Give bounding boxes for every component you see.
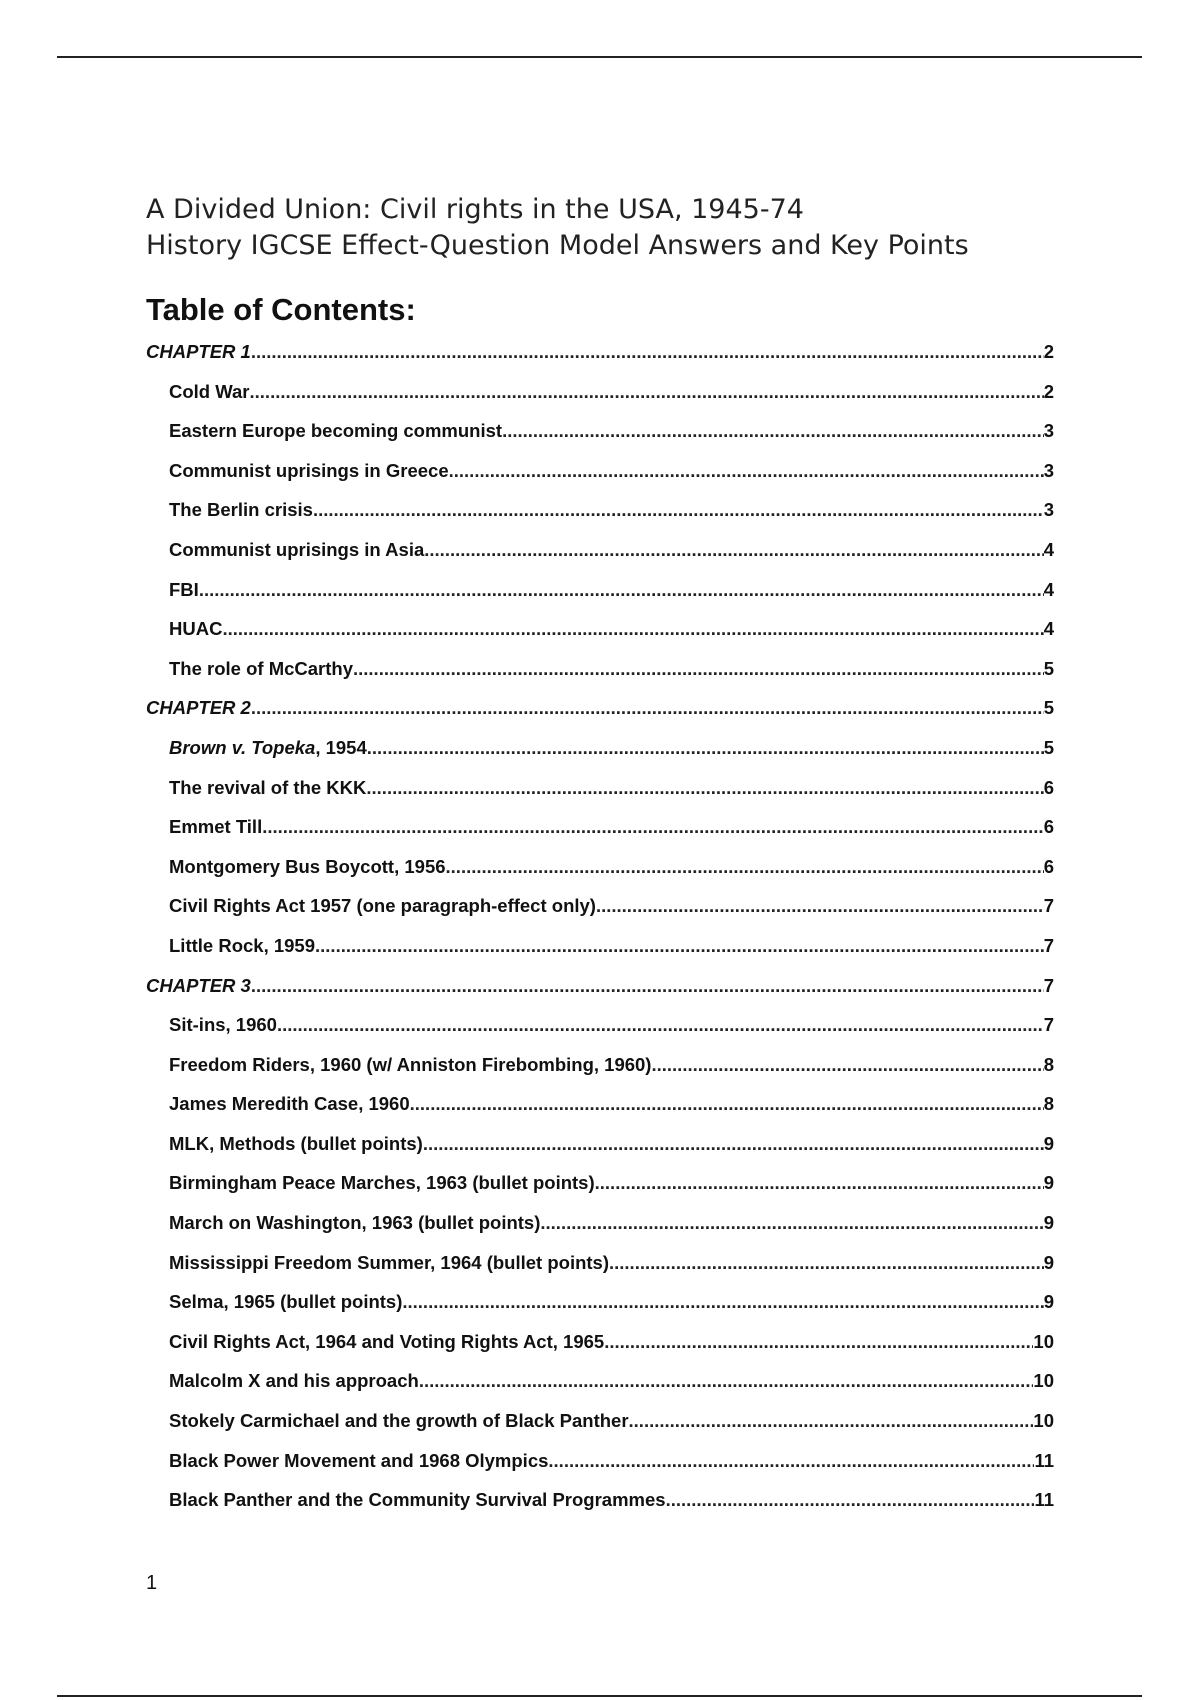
header-rule [57, 56, 1142, 58]
toc-entry-label: CHAPTER 3 [146, 974, 251, 996]
toc-entry-page: 2 [1043, 380, 1054, 402]
toc-heading: Table of Contents: [146, 292, 416, 327]
toc-entry-label: Malcolm X and his approach [169, 1370, 419, 1392]
toc-dot-leader [423, 1133, 1044, 1155]
toc-entry-page: 4 [1043, 578, 1054, 600]
toc-entry-label: Little Rock, 1959 [169, 934, 316, 956]
toc-entry[interactable] [146, 1054, 1054, 1094]
toc-chapter-entry[interactable] [146, 697, 1054, 737]
toc-entry-page: 10 [1033, 1370, 1054, 1392]
toc-dot-leader [366, 777, 1043, 799]
toc-entry-label: Emmet Till [169, 816, 263, 838]
toc-dot-leader [502, 420, 1044, 442]
toc-entry-page: 6 [1043, 776, 1054, 798]
toc-entry[interactable] [146, 1212, 1054, 1252]
toc-entry-label-italic: Brown v. Topeka [169, 736, 316, 758]
toc-entry-label: Stokely Carmichael and the growth of Black Panther [169, 1410, 629, 1432]
toc-dot-leader [251, 341, 1044, 363]
toc-entry[interactable] [146, 420, 1054, 460]
toc-entry[interactable] [146, 658, 1054, 698]
toc-dot-leader [596, 895, 1044, 917]
toc-entry-page: 10 [1033, 1410, 1054, 1432]
toc-entry-page: 3 [1043, 420, 1054, 442]
toc-entry[interactable] [146, 816, 1054, 856]
toc-dot-leader [262, 816, 1043, 838]
toc-dot-leader [353, 658, 1044, 680]
toc-entry-label: The Berlin crisis [169, 499, 313, 521]
toc-entry-page: 8 [1043, 1093, 1054, 1115]
toc-entry[interactable] [146, 1133, 1054, 1173]
toc-dot-leader [367, 737, 1044, 759]
toc-entry-label: FBI [169, 578, 199, 600]
toc-entry[interactable] [146, 1370, 1054, 1410]
toc-entry-page: 11 [1034, 1449, 1054, 1471]
toc-dot-leader [651, 1054, 1043, 1076]
toc-entry[interactable] [146, 499, 1054, 539]
toc-entry-page: 6 [1043, 855, 1054, 877]
toc-dot-leader [424, 539, 1043, 561]
toc-entry-label: Civil Rights Act, 1964 and Voting Rights Act, 1965 [169, 1330, 605, 1352]
toc-entry-label-rest: , 1954 [315, 736, 367, 758]
toc-dot-leader [250, 381, 1044, 403]
toc-entry-label: Communist uprisings in Greece [169, 459, 449, 481]
toc-entry-page: 6 [1043, 816, 1054, 838]
toc-entry-label: James Meredith Case, 1960 [169, 1093, 410, 1115]
table-of-contents [146, 341, 1054, 1529]
toc-entry-page: 10 [1033, 1330, 1054, 1352]
toc-dot-leader [410, 1093, 1044, 1115]
toc-chapter-entry[interactable] [146, 341, 1054, 381]
toc-entry-page: 7 [1043, 974, 1054, 996]
toc-entry-page: 2 [1043, 341, 1054, 362]
toc-entry-page: 3 [1043, 499, 1054, 521]
toc-dot-leader [595, 1172, 1044, 1194]
toc-entry[interactable] [146, 579, 1054, 619]
toc-entry-page: 4 [1043, 538, 1054, 560]
toc-dot-leader [277, 1014, 1044, 1036]
toc-entry-label: March on Washington, 1963 (bullet points) [169, 1212, 541, 1234]
page-number: 1 [146, 1572, 158, 1594]
toc-entry-label: Civil Rights Act 1957 (one paragraph-effect only) [169, 895, 596, 917]
toc-dot-leader [666, 1489, 1035, 1511]
toc-dot-leader [548, 1450, 1034, 1472]
document-title-block [146, 192, 969, 264]
toc-entry-label [169, 737, 367, 759]
toc-entry-page: 9 [1043, 1291, 1054, 1313]
toc-dot-leader [609, 1252, 1044, 1274]
toc-entry-page: 9 [1043, 1212, 1054, 1234]
toc-entry-page: 5 [1043, 697, 1054, 719]
toc-entry-page: 5 [1043, 657, 1054, 679]
toc-entry-label: Sit-ins, 1960 [169, 1014, 277, 1036]
toc-dot-leader [251, 975, 1044, 997]
toc-entry[interactable] [146, 1331, 1054, 1371]
toc-entry-label: The role of McCarthy [169, 657, 353, 679]
toc-entry-label: Black Panther and the Community Survival Programmes [169, 1489, 666, 1511]
toc-entry-label: CHAPTER 2 [146, 697, 251, 719]
toc-entry-page: 5 [1043, 736, 1054, 758]
toc-dot-leader [199, 579, 1044, 601]
toc-entry[interactable] [146, 1172, 1054, 1212]
toc-entry[interactable] [146, 1252, 1054, 1292]
toc-entry[interactable] [146, 1291, 1054, 1331]
toc-entry-page: 7 [1043, 1014, 1054, 1036]
toc-entry-label: Mississippi Freedom Summer, 1964 (bullet points) [169, 1251, 609, 1273]
toc-entry[interactable] [146, 737, 1054, 777]
toc-entry-label: Birmingham Peace Marches, 1963 (bullet points) [169, 1172, 595, 1194]
toc-entry[interactable] [146, 539, 1054, 579]
toc-dot-leader [222, 618, 1043, 640]
toc-dot-leader [629, 1410, 1034, 1432]
toc-entry-label: CHAPTER 1 [146, 341, 251, 362]
toc-entry-page: 7 [1043, 934, 1054, 956]
toc-entry-label: Eastern Europe becoming communist [169, 420, 503, 442]
toc-dot-leader [449, 460, 1044, 482]
toc-dot-leader [419, 1370, 1034, 1392]
toc-entry[interactable] [146, 1489, 1054, 1529]
toc-entry[interactable] [146, 1450, 1054, 1490]
toc-entry-page: 3 [1043, 459, 1054, 481]
toc-chapter-entry[interactable] [146, 975, 1054, 1015]
toc-entry[interactable] [146, 1410, 1054, 1450]
toc-entry-page: 11 [1034, 1489, 1054, 1511]
toc-entry-label: The revival of the KKK [169, 776, 367, 798]
toc-entry-page: 7 [1043, 895, 1054, 917]
toc-entry[interactable] [146, 1093, 1054, 1133]
toc-entry-label: Communist uprisings in Asia [169, 538, 425, 560]
toc-entry-label: HUAC [169, 618, 223, 640]
toc-dot-leader [540, 1212, 1043, 1234]
toc-entry-label: Freedom Riders, 1960 (w/ Anniston Firebombing, 1960) [169, 1053, 652, 1075]
toc-dot-leader [251, 697, 1044, 719]
toc-entry-page: 9 [1043, 1251, 1054, 1273]
toc-entry-page: 4 [1043, 618, 1054, 640]
toc-dot-leader [313, 499, 1044, 521]
toc-entry[interactable] [146, 895, 1054, 935]
toc-entry-label: Montgomery Bus Boycott, 1956 [169, 855, 446, 877]
toc-entry[interactable] [146, 618, 1054, 658]
toc-entry[interactable] [146, 460, 1054, 500]
toc-dot-leader [446, 856, 1044, 878]
toc-entry-label: Selma, 1965 (bullet points) [169, 1291, 403, 1313]
toc-entry[interactable] [146, 856, 1054, 896]
toc-dot-leader [402, 1291, 1043, 1313]
toc-dot-leader [315, 935, 1044, 957]
toc-entry-label: MLK, Methods (bullet points) [169, 1132, 423, 1154]
footer-rule [57, 1695, 1142, 1697]
toc-dot-leader [604, 1331, 1033, 1353]
toc-entry-page: 9 [1043, 1172, 1054, 1194]
toc-entry[interactable] [146, 935, 1054, 975]
toc-entry[interactable] [146, 381, 1054, 421]
toc-entry-page: 9 [1043, 1132, 1054, 1154]
toc-entry[interactable] [146, 1014, 1054, 1054]
toc-entry-page: 8 [1043, 1053, 1054, 1075]
toc-entry[interactable] [146, 777, 1054, 817]
document-title: A Divided Union: Civil rights in the USA, 1945-74 [146, 194, 804, 225]
toc-entry-label: Black Power Movement and 1968 Olympics [169, 1449, 549, 1471]
toc-entry-label: Cold War [169, 380, 250, 402]
document-subtitle: History IGCSE Effect-Question Model Answers and Key Points [146, 230, 969, 261]
